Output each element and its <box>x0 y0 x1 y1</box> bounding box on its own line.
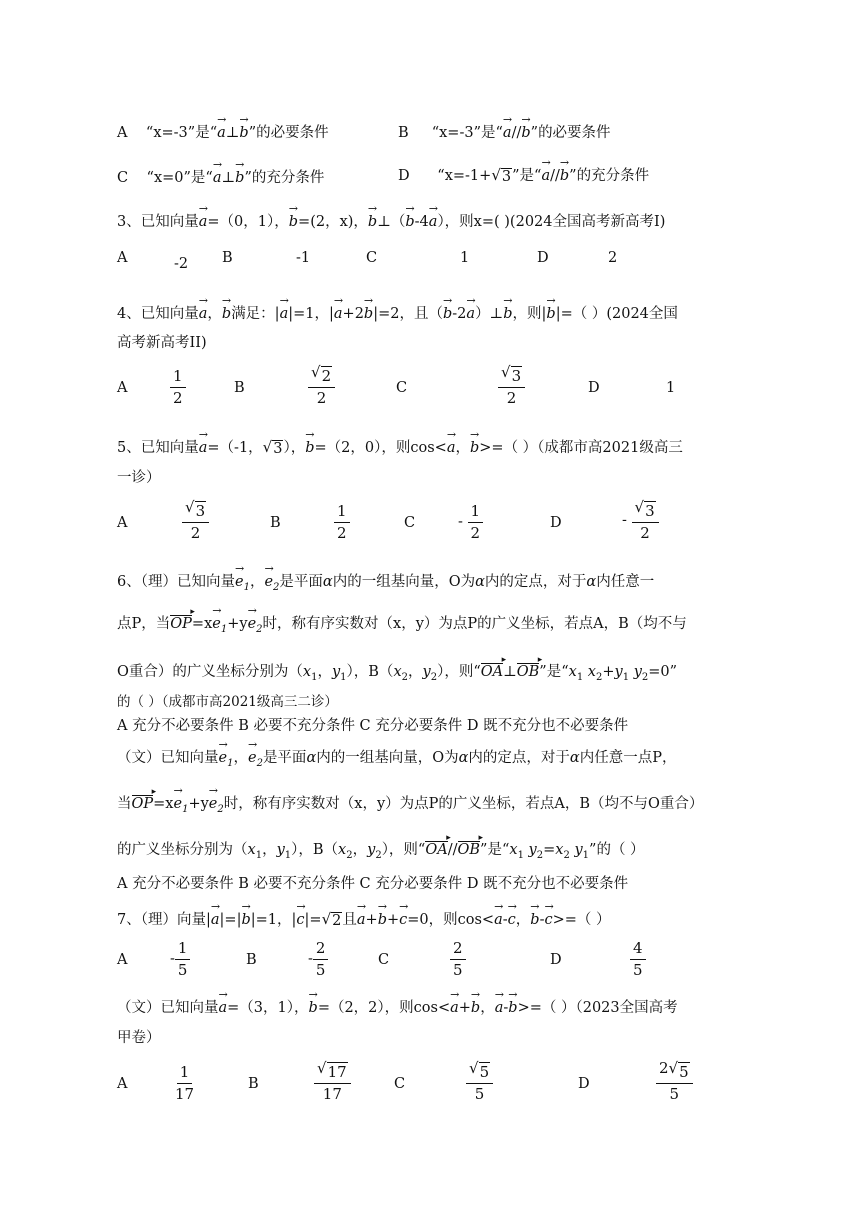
q7-li-option-d-value: $\frac{4}{5}$ <box>630 940 646 978</box>
q3-option-a-value: -2 <box>174 256 189 272</box>
q7-li-option-b: B <box>246 952 257 968</box>
q7-wen-stem-line2: 甲卷） <box>117 1030 161 1046</box>
q6-options: A 充分不必要条件 B 必要不充分条件 C 充分必要条件 D 既不充分也不必要条件 <box>117 718 629 734</box>
q5-option-b-value: $\frac{1}{2}$ <box>334 503 350 541</box>
q5-stem: 5、已知向量→ a=（-1， √ 3 ），→ b=（2，0），则cos<→ a，→ b>=（ ）（成都市高2021级高三 <box>117 436 683 458</box>
q5-option-d: D <box>550 515 562 531</box>
q5-stem-line2: 一诊） <box>117 470 161 486</box>
q4-stem: 4、已知向量→ a，→ b满足：|→ a|=1，|→ a+2→ b|=2，且（→ b-2→ a）⊥→ b，则|→ b|=（ ）(2024全国 <box>117 302 678 323</box>
q3-option-b-value: -1 <box>296 250 311 266</box>
q4-option-c-value: √ 3 2 <box>498 364 525 407</box>
q4-option-d-value: 1 <box>666 380 676 396</box>
q3-option-c-value: 1 <box>460 250 470 266</box>
q5-option-c: C <box>404 515 416 531</box>
q7-wen-option-c-value: √ 5 5 <box>466 1060 493 1103</box>
q5-option-b: B <box>270 515 281 531</box>
q7-li-option-c-value: $\frac{2}{5}$ <box>450 940 466 978</box>
q4-option-a-value: $\frac{1}{2}$ <box>170 368 186 406</box>
q3-option-a: A <box>117 250 128 266</box>
q7-li-option-a: A <box>117 952 128 968</box>
q5-option-a: A <box>117 515 128 531</box>
q4-option-c: C <box>396 380 408 396</box>
q7-li-option-a-value: - $\frac{1}{5}$ <box>170 940 190 978</box>
q4-option-d: D <box>588 380 600 396</box>
q4-option-b: B <box>234 380 245 396</box>
q3-option-d-value: 2 <box>608 250 618 266</box>
q7-wen-option-d-value: 2 √ 5 5 <box>656 1060 693 1103</box>
q6-line1: 6、（理）已知向量→ $e_1$，→ $e_2$是平面α内的一组基向量，O为α内的定点，对于α内任意一 <box>117 570 654 593</box>
q7-li-option-d: D <box>550 952 562 968</box>
q6-wen-line1: （文）已知向量→ $e_1$，→ $e_2$是平面α内的一组基向量，O为α内的定点，对于α内任意一点P， <box>117 746 676 769</box>
q7-li-stem: 7、（理）向量|→ a|=|→ b|=1，|→ c|= √ 2 且→ a+→ b+→ c=0，则cos<→ a-→ c，→ b-→ c>=（ ） <box>117 908 611 930</box>
q6-wen-options: A 充分不必要条件 B 必要不充分条件 C 充分必要条件 D 既不充分也不必要条件 <box>117 876 629 892</box>
q7-wen-option-a: A <box>117 1076 128 1092</box>
q4-option-a: A <box>117 380 128 396</box>
q7-wen-option-d: D <box>578 1076 590 1092</box>
q2-option-d: D “x=-1+ √ 3 ”是“→ a//→ b”的充分条件 <box>398 164 649 186</box>
q5-option-d-value: - √ 3 2 <box>622 499 659 542</box>
q3-option-d: D <box>537 250 549 266</box>
q2-option-a: A “x=-3”是“→ a⊥→ b”的必要条件 <box>117 121 329 142</box>
q5-option-c-value: - $\frac{1}{2}$ <box>458 503 483 541</box>
q6-line2: 点P，当OP ▸=x→ $e_1+y\to e_2$时，称有序实数对（x，y）为点P的广义坐标，若点A，B（均不与 <box>117 612 687 635</box>
q4-option-b-value: √ 2 2 <box>308 364 335 407</box>
q7-li-option-c: C <box>378 952 390 968</box>
q7-wen-option-b-value: √ 17 17 <box>314 1060 351 1103</box>
q3-stem: 3、已知向量→ a=（0，1），→ b=(2，x)，→ b⊥（→ b-4→ a），则x=( )(2024全国高考新高考I) <box>117 210 665 231</box>
q6-wen-line2: 当OP ▸=x→ $e_1+y\to e_2$时，称有序实数对（x，y）为点P的广义坐标，若点A，B（均不与O重合） <box>117 792 703 815</box>
q7-wen-option-b: B <box>248 1076 259 1092</box>
q7-wen-stem: （文）已知向量→ a=（3，1），→ b=（2，2），则cos<→ a+→ b，→ a-→ b>=（ ）（2023全国高考 <box>117 996 678 1017</box>
q3-option-b: B <box>222 250 233 266</box>
q2-option-b: B “x=-3”是“→ a//→ b”的必要条件 <box>398 121 611 142</box>
q6-line3: O重合）的广义坐标分别为（$x_1$，$y_1$），$B(x_2$，$y_2$），则“OA ▸⊥OB ▸”是“$x_1$ $x_2+y_1$ $y_2=0$” <box>117 660 677 683</box>
q7-li-option-b-value: - $\frac{2}{5}$ <box>308 940 328 978</box>
q3-option-c: C <box>366 250 378 266</box>
q5-option-a-value: √ 3 2 <box>182 499 209 542</box>
q6-line4: 的（ ）（成都市高2021级高三二诊） <box>117 694 338 710</box>
q7-wen-option-c: C <box>394 1076 406 1092</box>
q2-option-c: C “x=0”是“→ a⊥→ b”的充分条件 <box>117 166 324 187</box>
q4-stem-line2: 高考新高考II) <box>117 335 207 351</box>
q6-wen-line3: 的广义坐标分别为（$x_1$，$y_1$），$B(x_2$，$y_2$），则“OA ▸//OB ▸”是“$x_1$ $y_2=x_2$ $y_1$”的（ ） <box>117 838 645 861</box>
q7-wen-option-a-value: $\frac{1}{17}$ <box>175 1063 195 1103</box>
